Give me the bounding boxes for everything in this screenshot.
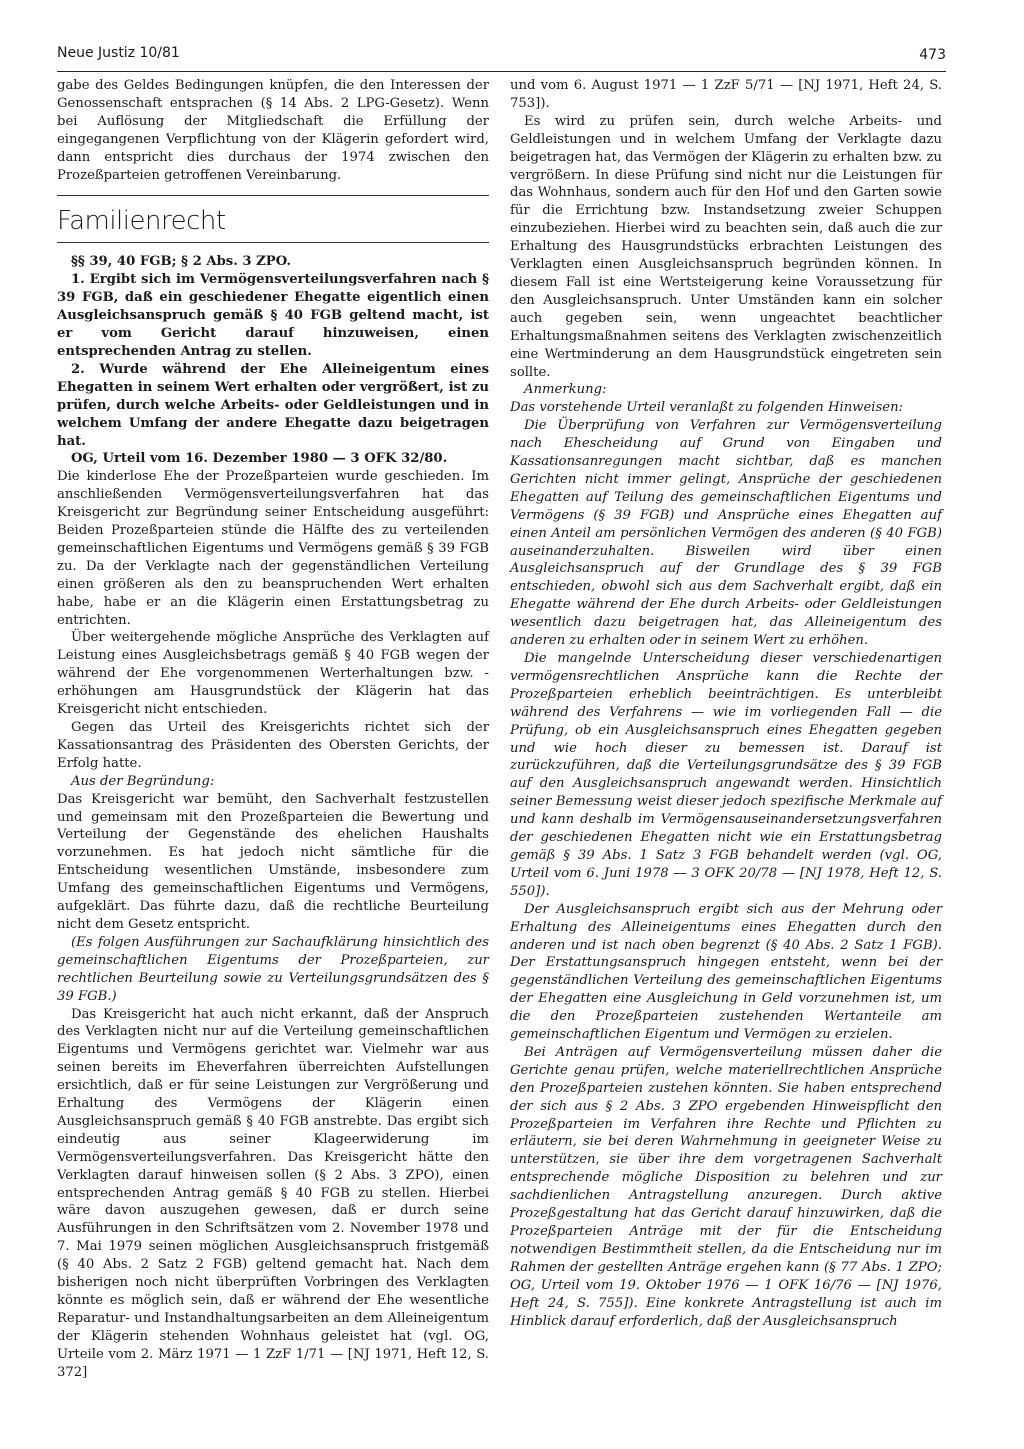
annotation-intro: Das vorstehende Urteil veranlaßt zu folgenden Hinweisen: xyxy=(510,400,904,416)
continuation-paragraph: und vom 6. August 1971 — 1 ZzF 5/71 — [NJ 1971, Heft 24, S. 753]). xyxy=(510,78,942,111)
reasoning-paragraph-3: Das Kreisgericht hat auch nicht erkannt, daß der Anspruch des Verklagten nicht nur auf die Verteilung gemeinschaftlichen Eigentums und Vermögens gerichtet war. Vielmehr war aus seinen bereits im Eheverfahren überreichten Aufstellungen ersichtlich, daß er für seine Leistungen zur Vergrößerung und Erhaltung des Vermögens der Klägerin einen Ausgleichsanspruch gemäß § 40 FGB anstrebte. Das ergibt sich eindeutig aus seiner Klageerwiderung im Vermögensverteilungsverfahren. Das Kreisgericht hätte den Verklagten darauf hinweisen sollen (§ 2 Abs. 3 ZPO), einen entsprechenden Antrag gemäß § 40 FGB zu stellen. Hierbei wäre davon auszugehen gewesen, daß er durch seine Ausführungen in den Schriftsätzen vom 2. November 1978 und 7. Mai 1979 seinen möglichen Ausgleichsanspruch fristgemäß (§ 40 Abs. 2 Satz 2 FGB) geltend gemacht hat. Nach dem bisherigen noch nicht überprüften Vorbringen des Verklagten könnte es möglich sein, daß er während der Ehe wesentliche Reparatur- und Instandhaltungsarbeiten an dem Alleineigentum der Klägerin stehenden Wohnhaus geleistet hat (vgl. OG, Urteile vom 2. März 1971 — 1 ZzF 1/71 — [NJ 1971, Heft 12, S. 372] xyxy=(57,1006,489,1380)
reasoning-paragraph-4: Es wird zu prüfen sein, durch welche Arbeits- und Geldleistungen und in welchem Umfang der Verklagte dazu beigetragen hat, das Vermögen der Klägerin zu erhalten bzw. zu vergrößern. In diese Prüfung sind nicht nur die Leistungen für das Wohnhaus, sondern auch für den Hof und den Garten sowie für die Errichtung bzw. Instandsetzung zweier Schuppen einzubeziehen. Hierbei wird zu beachten sein, daß auch die zur Erhaltung des Hausgrundstücks erbrachten Leistungen des Verklagten einen Ausgleichsanspruch begründen können. In diesem Fall ist eine Wertsteigerung keine Voraussetzung für den Ausgleichsanspruch. Unter Umständen kann ein solcher auch gegeben sein, wenn ungeachtet beachtlicher Erhaltungsmaßnahmen seitens des Verklagten zwischenzeitlich eine Wertminderung an dem Hausgrundstück eingetreten sein sollte. xyxy=(510,113,942,380)
section-title: Familienrecht xyxy=(57,206,226,237)
reasoning-heading: Aus der Begründung: xyxy=(71,773,215,789)
annotation-paragraph-2: Die mangelnde Unterscheidung dieser verschiedenartigen vermögensrechtlichen Ansprüche kann die Rechte der Prozeßparteien erheblich beeinträchtigen. Es unterbleibt während des Verfahrens — wie im vorliegenden Fall — die Prüfung, ob ein Ausgleichsanspruch eines Ehegatten gegeben und wie hoch dieser zu bemessen ist. Darauf ist zurückzuführen, daß die Verteilungsgrundsätze des § 39 FGB auf den Ausgleichsanspruch angewandt werden. Hinsichtlich seiner Bemessung weist dieser jedoch spezifische Merkmale auf und kann deshalb im Vermögensauseinandersetzungsverfahren der geschiedenen Ehegatten nicht wie ein Erstattungsbetrag gemäß § 39 Abs. 1 Satz 3 FGB behandelt werden (vgl. OG, Urteil vom 6. Juni 1978 — 3 OFK 20/78 — [NJ 1978, Heft 12, S. 550]). xyxy=(510,651,942,899)
intro-paragraph: gabe des Geldes Bedingungen knüpfen, die den Interessen der Genossenschaft entsprachen (§ 14 Abs. 2 LPG-Gesetz). Wenn bei Auflösung der Mitgliedschaft die Erfüllung der eingegangenen Verpflichtung von der Klägerin gefordert wird, dann entspricht dies durchaus der 1974 zwischen den Prozeßparteien getroffenen Vereinbarung. xyxy=(57,78,489,183)
reasoning-paragraph-2: (Es folgen Ausführungen zur Sachaufklärung hinsichtlich des gemeinschaftlichen Eigentums der Prozeßparteien, zur rechtlichen Beurteilung sowie zu Verteilungsgrundsätzen des § 39 FGB.) xyxy=(57,934,489,1004)
annotation-paragraph-3: Der Ausgleichsanspruch ergibt sich aus der Mehrung oder Erhaltung des Alleineigentums eines Ehegatten durch den anderen und ist nach oben begrenzt (§ 40 Abs. 2 Satz 1 FGB). Der Erstattungsanspruch hingegen entsteht, wenn bei der gegenständlichen Verteilung des gemeinschaftlichen Eigentums der Ehegatten eine Ausgleichung in Geld vorzunehmen ist, um die den Prozeßparteien zustehenden Wertanteile am gemeinschaftlichen Eigentum und Vermögen zu erzielen. xyxy=(510,901,942,1043)
court-citation: OG, Urteil vom 16. Dezember 1980 — 3 OFK 32/80. xyxy=(71,451,448,467)
facts-paragraph-2: Über weitergehende mögliche Ansprüche des Verklagten auf Leistung eines Ausgleichsbetrags gemäß § 40 FGB wegen der während der Ehe vorgenommenen Werterhaltungen bzw. -erhöhungen am Hausgrundstück der Klägerin hat das Kreisgericht nicht entschieden. xyxy=(57,630,489,718)
facts-paragraph-1: Die kinderlose Ehe der Prozeßparteien wurde geschieden. Im anschließenden Vermögensverteilungsverfahren hat das Kreisgericht zur Begründung seiner Entscheidung ausgeführt: Beiden Prozeßparteien stünde die Hälfte des zu verteilenden gemeinschaftlichen Eigentums und Vermögens gemäß § 39 FGB zu. Da der Verklagte nach der gegenständlichen Verteilung einen größeren als den zu beanspruchenden Wert erhalten habe, habe er an die Klägerin einen Erstattungsbetrag zu entrichten. xyxy=(57,469,489,628)
page-header xyxy=(57,41,946,72)
norm-reference: §§ 39, 40 FGB; § 2 Abs. 3 ZPO. xyxy=(71,254,292,270)
right-column xyxy=(510,77,942,1330)
reasoning-paragraph-1: Das Kreisgericht war bemüht, den Sachverhalt festzustellen und gemeinsam mit den Prozeßparteien die Bewertung und Verteilung der Gegenstände des ehelichen Haushalts vorzunehmen. Es hat jedoch nicht sämtliche für die Entscheidung wesentlichen Umstände, insbesondere zum Umfang des gemeinschaftlichen Eigentums und Vermögens, aufgeklärt. Das führte dazu, daß die rechtliche Beurteilung nicht dem Gesetz entspricht. xyxy=(57,791,489,932)
journal-issue: Neue Justiz 10/81 xyxy=(57,45,180,61)
headnote-1: 1. Ergibt sich im Vermögensverteilungsverfahren nach § 39 FGB, daß ein geschiedener Ehegatte eigentlich einen Ausgleichsanspruch gemäß § 40 FGB geltend macht, ist er vom Gericht darauf hinzuweisen, einen entsprechenden Antrag zu stellen. xyxy=(57,272,489,359)
annotation-heading: Anmerkung: xyxy=(524,382,607,398)
annotation-paragraph-4: Bei Anträgen auf Vermögensverteilung müssen daher die Gerichte genau prüfen, welche materiellrechtlichen Ansprüche den Prozeßparteien zustehen könnten. Sie haben entsprechend der sich aus § 2 Abs. 3 ZPO ergebenden Hinweispflicht den Prozeßparteien im Verfahren ihre Rechte und Pflichten zu erläutern, sie bei deren Wahrnehmung in geeigneter Weise zu unterstützen, sie über ihre dem vorgetragenen Sachverhalt entsprechende mögliche Disposition zu belehren und zur sachdienlichen Antragstellung anzuregen. Durch aktive Prozeßgestaltung hat das Gericht darauf hinzuwirken, daß die Prozeßparteien Anträge mit der für die Entscheidung notwendigen Bestimmtheit stellen, da die Entscheidung nur im Rahmen der gestellten Anträge ergehen kann (§ 77 Abs. 1 ZPO; OG, Urteil vom 19. Oktober 1976 — 1 OFK 16/76 — [NJ 1976, Heft 24, S. 755]). Eine konkrete Antragstellung ist auch im Hinblick darauf erforderlich, daß der Ausgleichsanspruch xyxy=(510,1044,942,1329)
annotation-paragraph-1: Die Überprüfung von Verfahren zur Vermögensverteilung nach Ehescheidung auf Grund von Eingaben und Kassationsanregungen macht sichtbar, daß es manchen Gerichten nicht immer gelingt, Ansprüche der geschiedenen Ehegatten auf Teilung des gemeinschaftlichen Eigentums und Vermögens (§ 39 FGB) und Ansprüche eines Ehegatten auf einen Anteil am persönlichen Vermögen des anderen (§ 40 FGB) auseinanderzuhalten. Bisweilen wird über einen Ausgleichsanspruch auf der Grundlage des § 39 FGB entschieden, obwohl sich aus dem Sachverhalt ergibt, daß ein Ehegatte während der Ehe durch Arbeits- oder Geldleistungen wesentlich dazu beigetragen hat, das Alleineigentum des anderen zu erhalten oder in seinem Wert zu erhöhen. xyxy=(510,418,942,649)
headnote-2: 2. Wurde während der Ehe Alleineigentum eines Ehegatten in seinem Wert erhalten oder vergrößert, ist zu prüfen, durch welche Arbeits- oder Geldleistungen und in welchem Umfang der andere Ehegatte dazu beigetragen hat. xyxy=(57,361,489,449)
left-column xyxy=(57,77,489,1382)
section-rule-bottom xyxy=(57,242,489,243)
section-rule-top xyxy=(57,195,489,196)
page-number: 473 xyxy=(919,47,946,63)
facts-paragraph-3: Gegen das Urteil des Kreisgerichts richtet sich der Kassationsantrag des Präsidenten des Obersten Gerichts, der Erfolg hatte. xyxy=(57,720,489,771)
